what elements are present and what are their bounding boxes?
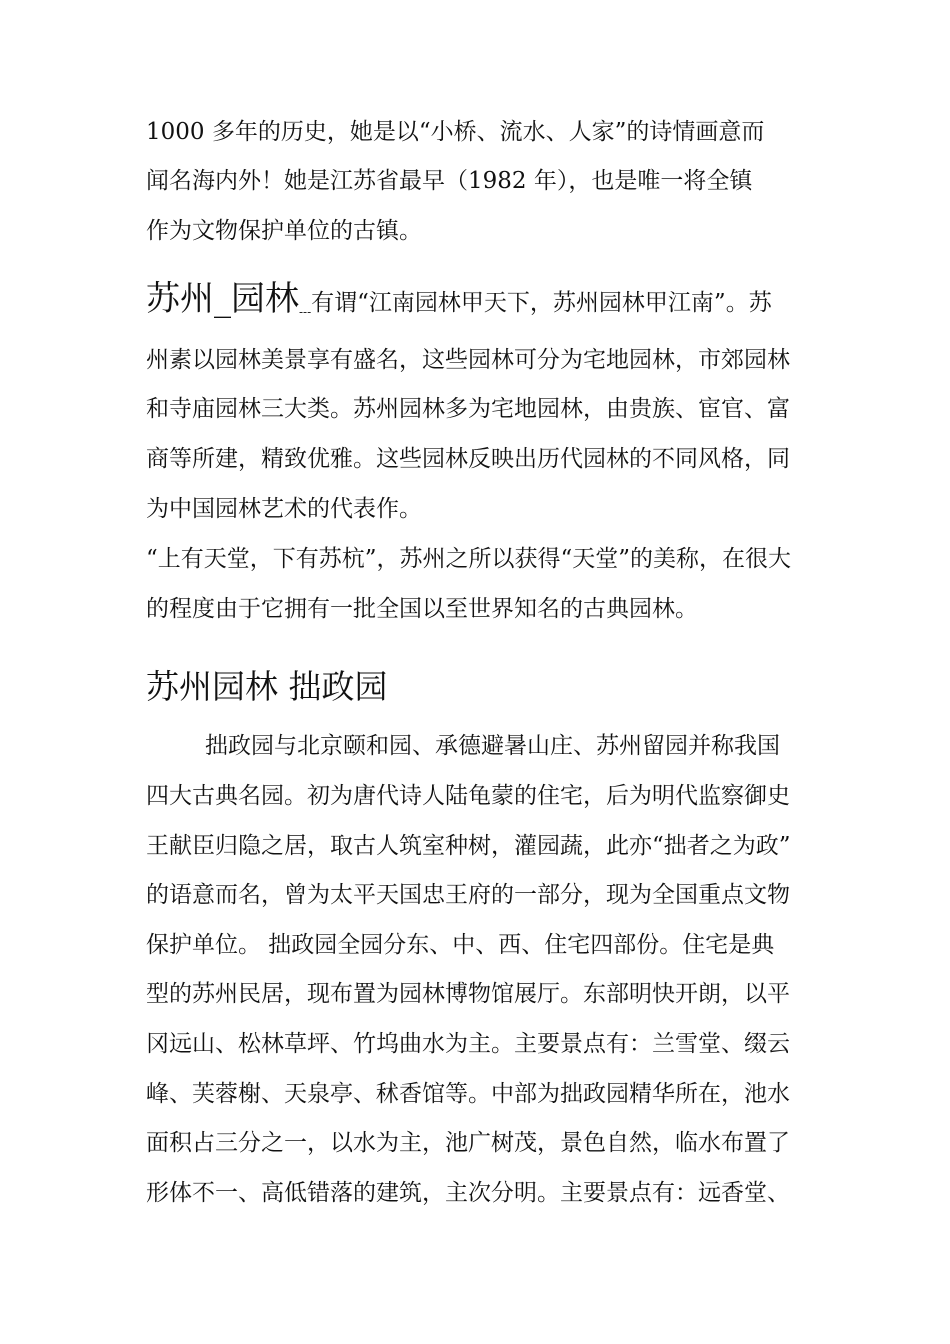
- gardens-line-2: 州素以园林美景享有盛名，这些园林可分为宅地园林，市郊园林: [146, 347, 790, 373]
- gardens-title-dots: ---: [299, 305, 312, 319]
- intro-line-3: 作为文物保护单位的古镇。: [146, 218, 422, 244]
- body-line-9: 面积占三分之一，以水为主，池广树茂，景色自然，临水布置了: [146, 1130, 790, 1156]
- gardens-line-5: 为中国园林艺术的代表作。: [146, 496, 422, 522]
- gardens-line-6: “上有天堂，下有苏杭”，苏州之所以获得“天堂”的美称，在很大: [146, 546, 792, 572]
- gardens-line-4: 商等所建，精致优雅。这些园林反映出历代园林的不同风格，同: [146, 446, 790, 472]
- body-line-4: 的语意而名，曾为太平天国忠王府的一部分，现为全国重点文物: [146, 882, 790, 908]
- body-line-8: 峰、芙蓉榭、天泉亭、秫香馆等。中部为拙政园精华所在，池水: [146, 1081, 790, 1107]
- gardens-title-b: 园林: [231, 279, 299, 319]
- gardens-title-a: 苏州: [146, 279, 214, 319]
- body-line-10: 形体不一、高低错落的建筑，主次分明。主要景点有：远香堂、: [146, 1180, 790, 1206]
- body-line-5: 保护单位。 拙政园全园分东、中、西、住宅四部份。住宅是典: [146, 932, 775, 958]
- intro-line-1: 1000 多年的历史，她是以“小桥、流水、人家”的诗情画意而: [146, 119, 765, 145]
- body-line-6: 型的苏州民居，现布置为园林博物馆展厅。东部明快开朗，以平: [146, 981, 790, 1007]
- body-line-3: 王献臣归隐之居，取古人筑室种树，灌园蔬，此亦“拙者之为政”: [146, 833, 791, 859]
- gardens-line-3: 和寺庙园林三大类。苏州园林多为宅地园林，由贵族、宦官、富: [146, 396, 790, 422]
- body-line-2: 四大古典名园。初为唐代诗人陆龟蒙的住宅，后为明代监察御史: [146, 783, 790, 809]
- body-line-1: 拙政园与北京颐和园、承德避暑山庄、苏州留园并称我国: [205, 733, 780, 759]
- gardens-title-line: [146, 279, 772, 332]
- section-heading: 苏州园林 拙政园: [146, 667, 388, 706]
- gardens-line-1: 有谓“江南园林甲天下，苏州园林甲江南”。苏: [311, 290, 772, 316]
- body-line-7: 冈远山、松林草坪、竹坞曲水为主。主要景点有：兰雪堂、缀云: [146, 1031, 790, 1057]
- intro-line-2: 闻名海内外！她是江苏省最早（1982 年），也是唯一将全镇: [146, 168, 753, 194]
- gardens-title-sep: _: [214, 279, 231, 319]
- gardens-line-7: 的程度由于它拥有一批全国以至世界知名的古典园林。: [146, 596, 698, 622]
